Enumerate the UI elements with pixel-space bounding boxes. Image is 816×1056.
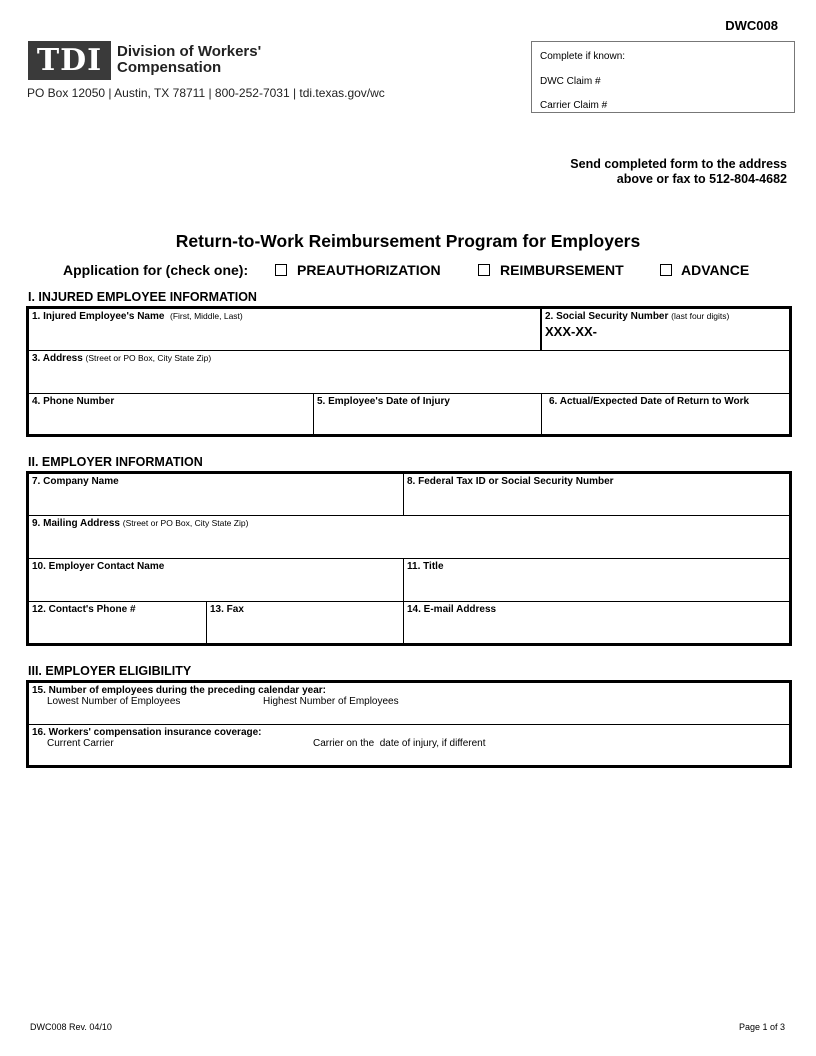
send-instructions: [570, 157, 787, 187]
org-line-1: Division of Workers': [117, 43, 262, 60]
ssn-prefix: XXX-XX-: [545, 324, 598, 339]
send-line-1: Send completed form to the address: [570, 157, 787, 171]
dwc-claim-field[interactable]: DWC Claim #: [540, 76, 601, 87]
preauthorization-checkbox[interactable]: [275, 264, 287, 276]
field-label: 13. Fax: [210, 604, 244, 615]
contact-phone-field[interactable]: [28, 601, 207, 644]
section-2-heading: II. EMPLOYER INFORMATION: [28, 455, 203, 469]
claim-box: [531, 41, 795, 113]
claim-box-heading: Complete if known:: [540, 51, 626, 62]
section-2-table: [26, 471, 792, 646]
field-label: 11. Title: [407, 561, 444, 572]
page-title: Return-to-Work Reimbursement Program for Employers: [175, 231, 641, 251]
org-line-2: Compensation: [117, 59, 222, 76]
contact-line: PO Box 12050 | Austin, TX 78711 | 800-252-7031 | tdi.texas.gov/wc: [27, 86, 385, 100]
field-label: 15. Number of employees during the preceding calendar year:: [32, 685, 326, 696]
field-label: 10. Employer Contact Name: [32, 561, 165, 572]
address-field[interactable]: [28, 350, 790, 394]
field-hint: (last four digits): [671, 311, 730, 321]
carrier-claim-field[interactable]: Carrier Claim #: [540, 100, 608, 111]
field-label: 2. Social Security Number: [545, 311, 669, 322]
contact-name-field[interactable]: [28, 558, 404, 602]
ssn-field[interactable]: [540, 308, 790, 351]
reimbursement-checkbox[interactable]: [478, 264, 490, 276]
injury-date-carrier-label: Carrier on the date of injury, if different: [313, 738, 486, 749]
field-label: 3. Address: [32, 353, 83, 364]
field-hint: (Street or PO Box, City State Zip): [85, 353, 212, 363]
application-label: Application for (check one):: [63, 262, 249, 278]
field-label: 1. Injured Employee's Name: [32, 311, 165, 322]
field-label: 16. Workers' compensation insurance coverage:: [32, 727, 262, 738]
reimbursement-label: REIMBURSEMENT: [500, 262, 624, 278]
field-label: 9. Mailing Address: [32, 518, 120, 529]
send-line-2: above or fax to 512-804-4682: [616, 172, 787, 186]
preauthorization-label: PREAUTHORIZATION: [297, 262, 441, 278]
company-name-field[interactable]: [28, 473, 404, 516]
field-label: 5. Employee's Date of Injury: [317, 396, 450, 407]
section-3-table: [26, 680, 792, 768]
injury-date-field[interactable]: [313, 393, 542, 435]
footer-revision: DWC008 Rev. 04/10: [30, 1022, 112, 1032]
field-label: 7. Company Name: [32, 476, 119, 487]
section-1-table: [26, 306, 792, 437]
advance-label: ADVANCE: [681, 262, 750, 278]
highest-employees-label: Highest Number of Employees: [263, 696, 399, 707]
field-label: 4. Phone Number: [32, 396, 115, 407]
mailing-address-field[interactable]: [28, 515, 790, 559]
tdi-logo: TDI: [28, 41, 111, 80]
footer-page-number: Page 1 of 3: [738, 1022, 785, 1032]
advance-checkbox[interactable]: [660, 264, 672, 276]
employee-count-field[interactable]: [28, 682, 790, 725]
fax-field[interactable]: [206, 601, 404, 644]
email-field[interactable]: [403, 601, 790, 644]
lowest-employees-label: Lowest Number of Employees: [47, 696, 181, 707]
insurance-coverage-field[interactable]: [28, 724, 790, 766]
tax-id-field[interactable]: [403, 473, 790, 516]
current-carrier-label: Current Carrier: [47, 738, 114, 749]
employee-name-field[interactable]: [28, 308, 541, 351]
form-code: DWC008: [725, 18, 778, 33]
section-1-heading: I. INJURED EMPLOYEE INFORMATION: [28, 290, 257, 304]
title-field[interactable]: [403, 558, 790, 602]
field-label: 12. Contact's Phone #: [32, 604, 136, 615]
section-3-heading: III. EMPLOYER ELIGIBILITY: [28, 664, 192, 678]
field-hint: (First, Middle, Last): [170, 311, 243, 321]
field-label: 6. Actual/Expected Date of Return to Work: [549, 396, 750, 407]
field-hint: (Street or PO Box, City State Zip): [122, 518, 249, 528]
field-label: 8. Federal Tax ID or Social Security Number: [407, 476, 614, 487]
phone-field[interactable]: [28, 393, 314, 435]
org-name: [117, 44, 261, 76]
return-date-field[interactable]: [541, 393, 790, 435]
field-label: 14. E-mail Address: [407, 604, 497, 615]
